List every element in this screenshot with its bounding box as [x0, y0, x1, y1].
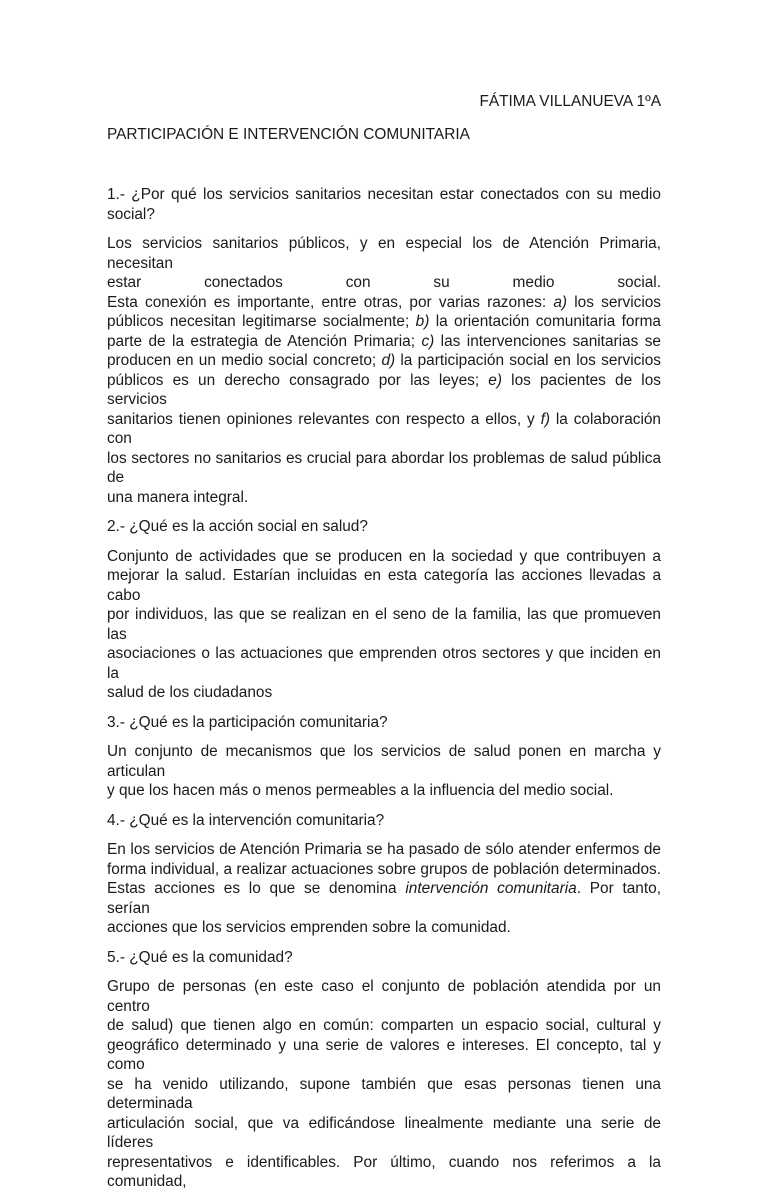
document-page: [107, 92, 661, 1202]
answer-1: [107, 234, 661, 507]
answer-line: articulación social, que va edificándose linealmente mediante una serie de líderes: [107, 1114, 661, 1151]
answer-line: Estas acciones es lo que se denomina intervención comunitaria. Por tanto, serían: [107, 880, 661, 917]
question-3: 3.- ¿Qué es la participación comunitaria?: [107, 713, 388, 731]
document-title: PARTICIPACIÓN E INTERVENCIÓN COMUNITARIA: [107, 125, 470, 143]
answer-line: representativos e identificables. Por último, cuando nos referimos a la comunidad,: [107, 1153, 661, 1190]
answer-line: forma individual, a realizar actuaciones sobre grupos de población determinados.: [107, 860, 661, 878]
answer-line: producen en un medio social concreto; d) la participación social en los servicios: [107, 352, 661, 369]
answer-line: de salud) que tienen algo en común: comparten un espacio social, cultural y: [107, 1017, 661, 1034]
answer-line: por individuos, las que se realizan en el seno de la familia, las que promueven las: [107, 606, 661, 643]
question-5: 5.- ¿Qué es la comunidad?: [107, 948, 293, 966]
answer-line: Los servicios sanitarios públicos, y en especial los de Atención Primaria, necesitan: [107, 235, 661, 272]
answer-line: mejorar la salud. Estarían incluidas en esta categoría las acciones llevadas a cabo: [107, 567, 661, 604]
answer-line: se ha venido utilizando, supone también que esas personas tienen una determinada: [107, 1075, 661, 1112]
answer-line: geográfico determinado y una serie de valores e intereses. El concepto, tal y como: [107, 1036, 661, 1073]
answer-line: Esta conexión es importante, entre otras, por varias razones: a) los servicios: [107, 293, 661, 311]
answer-line: parte de la estrategia de Atención Primaria; c) las intervenciones sanitarias se: [107, 332, 661, 350]
answer-line: Un conjunto de mecanismos que los servicios de salud ponen en marcha y articulan: [107, 743, 661, 780]
answer-line: acciones que los servicios emprenden sobre la comunidad.: [107, 919, 511, 936]
author-line: FÁTIMA VILLANUEVA 1ºA: [479, 93, 661, 110]
answer-line: sanitarios tienen opiniones relevantes con respecto a ellos, y f) la colaboración con: [107, 410, 661, 447]
answer-4: [107, 840, 661, 938]
answer-line: asociaciones o las actuaciones que emprenden otros sectores y que inciden en la: [107, 645, 661, 682]
answer-line: Grupo de personas (en este caso el conjunto de población atendida por un centro: [107, 978, 661, 1015]
answer-line: una manera integral.: [107, 488, 249, 506]
answer-line: En los servicios de Atención Primaria se ha pasado de sólo atender enfermos de: [107, 841, 661, 858]
answer-line: Conjunto de actividades que se producen en la sociedad y que contribuyen a: [107, 547, 661, 565]
question-4: 4.- ¿Qué es la intervención comunitaria?: [107, 811, 385, 829]
answer-2: [107, 547, 661, 703]
answer-line: los sectores no sanitarios es crucial para abordar los problemas de salud pública de: [107, 449, 661, 486]
answer-line: salud de los ciudadanos: [107, 684, 273, 701]
answer-line: y que los hacen más o menos permeables a la influencia del medio social.: [107, 782, 614, 799]
question-2: 2.- ¿Qué es la acción social en salud?: [107, 518, 368, 535]
answer-line: públicos es un derecho consagrado por las leyes; e) los pacientes de los servicios: [107, 371, 661, 408]
answer-5: [107, 977, 661, 1192]
answer-line: estar conectados con su medio social.: [107, 274, 661, 291]
question-1: 1.- ¿Por qué los servicios sanitarios necesitan estar conectados con su medio social?: [107, 186, 661, 223]
answer-line: públicos necesitan legitimarse socialmente; b) la orientación comunitaria forma: [107, 313, 661, 330]
answer-3: [107, 742, 661, 801]
